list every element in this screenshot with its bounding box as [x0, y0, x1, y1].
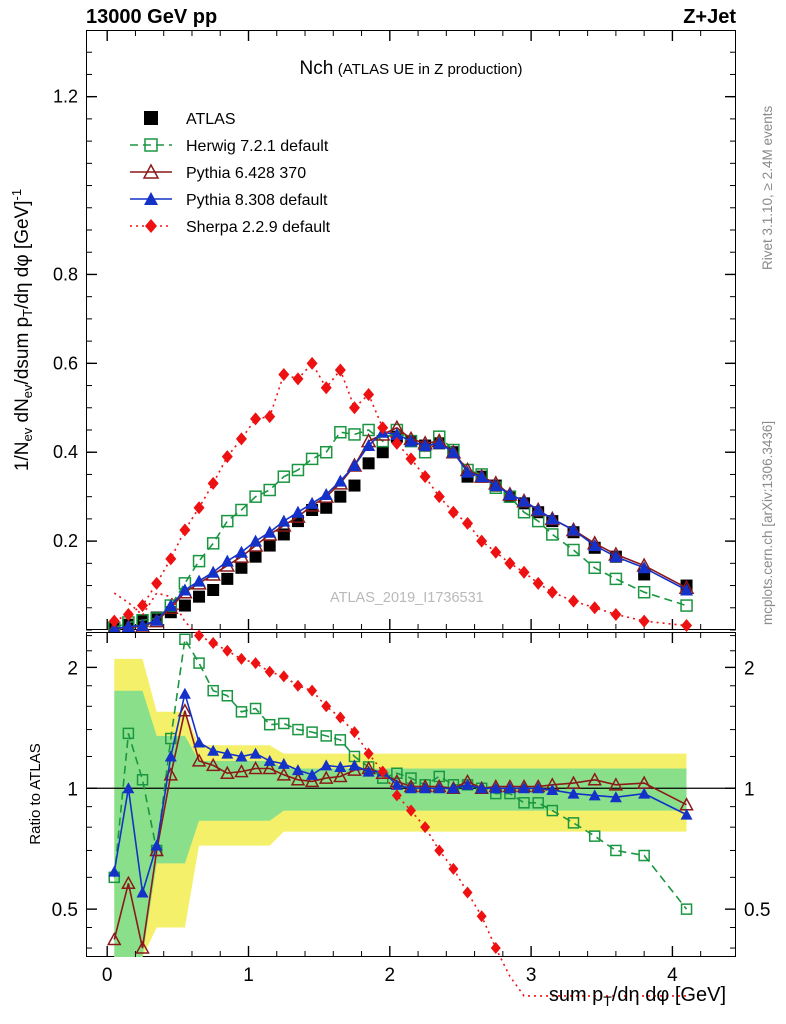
main-title-group	[86, 58, 736, 80]
main-ytick-label: 0.8	[52, 264, 78, 285]
ratio-ytick-label: 2	[67, 658, 78, 680]
legend-entry-label: ATLAS	[186, 111, 236, 128]
ratio-plot-canvas	[51, 632, 771, 986]
ratio-ytick-label-right: 1	[744, 779, 755, 801]
ratio-y-axis-title	[20, 632, 50, 957]
ratio-ytick-label-right: 2	[744, 658, 755, 680]
analysis-watermark: ATLAS_2019_I1736531	[330, 590, 484, 606]
main-ytick-label: 1.2	[52, 86, 78, 107]
header-beam-label: 13000 GeV pp	[86, 6, 218, 28]
x-axis-title	[86, 975, 736, 1015]
main-y-axis-title	[6, 30, 36, 630]
main-ytick-label: 0.6	[52, 353, 78, 374]
legend-entry-label: Pythia 6.428 370	[186, 165, 307, 182]
xtick-label: 0	[101, 965, 113, 986]
rivet-version-label: Rivet 3.1.10, ≥ 2.4M events	[760, 105, 775, 270]
main-ytick-label: 0.2	[52, 531, 78, 552]
ratio-ytick-label: 1	[67, 779, 78, 801]
xtick-label: 2	[384, 965, 396, 986]
legend-entry-label: Sherpa 2.2.9 default	[186, 219, 331, 236]
xtick-label: 1	[243, 965, 254, 986]
ratio-ytick-label-right: 0.5	[744, 900, 771, 922]
ratio-ytick-label: 0.5	[51, 900, 78, 922]
ratio-y-axis-title-text: Ratio to ATLAS	[27, 743, 44, 845]
main-ytick-label: 0.4	[52, 442, 78, 463]
legend-entry-label: Herwig 7.2.1 default	[186, 138, 329, 155]
plot-title: Nch	[299, 58, 334, 79]
mcplots-arxiv-label: mcplots.cern.ch [arXiv:1306.3436]	[760, 420, 775, 625]
legend-entry-label: Pythia 8.308 default	[186, 192, 328, 209]
xtick-label: 4	[667, 965, 678, 986]
header-process-label: Z+Jet	[683, 6, 736, 28]
svg-text:1/Nev dNev/dsum pT/dη dφ [GeV: $1/N_{ev}$ $dN_{ev}$/dsum $p_T/d\eta$ dφ [GeV]$^{-1}$	[9, 188, 35, 472]
svg-text:sum pT/dη dφ [GeV]: sum $p_T/d\eta$ dφ [GeV]	[548, 984, 726, 1009]
plot-subtitle: (ATLAS UE in Z production)	[337, 61, 523, 78]
xtick-label: 3	[525, 965, 537, 986]
